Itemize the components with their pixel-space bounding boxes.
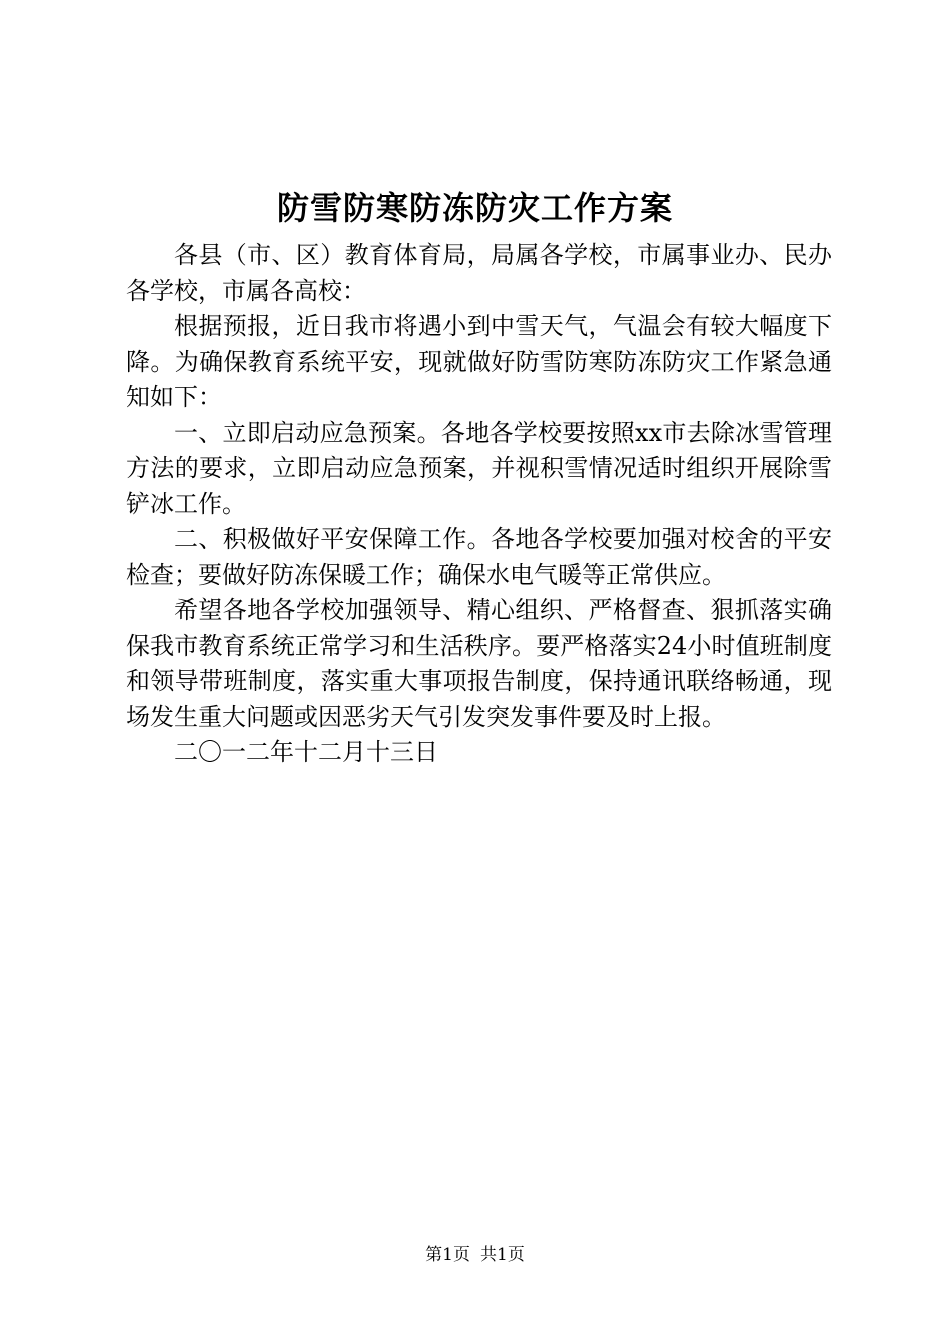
paragraph-salutation: 各县（市、区）教育体育局，局属各学校，市属事业办、民办各学校，市属各高校：: [126, 241, 832, 305]
page-number: 第1页: [425, 1245, 470, 1265]
page-total: 共1页: [480, 1245, 525, 1265]
paragraph-closing: 希望各地各学校加强领导、精心组织、严格督查、狠抓落实确保我市教育系统正常学习和生活秩序。要严格落实24小时值班制度和领导带班制度，落实重大事项报告制度，保持通讯联络畅通，现场发生重大问题或因恶劣天气引发突发事件要及时上报。: [126, 596, 832, 731]
document-body: [126, 238, 832, 771]
paragraph-item-two: 二、积极做好平安保障工作。各地各学校要加强对校舍的平安检查；要做好防冻保暖工作；确保水电气暖等正常供应。: [126, 525, 832, 589]
document-date: 二〇一二年十二月十三日: [174, 738, 438, 766]
paragraph-intro: 根据预报，近日我市将遇小到中雪天气，气温会有较大幅度下降。为确保教育系统平安，现就做好防雪防寒防冻防灾工作紧急通知如下：: [126, 312, 832, 411]
paragraph-item-one: 一、立即启动应急预案。各地各学校要按照xx市去除冰雪管理方法的要求，立即启动应急预案，并视积雪情况适时组织开展除雪铲冰工作。: [126, 418, 832, 518]
document-title: 防雪防寒防冻防灾工作方案: [276, 189, 673, 227]
page-footer: [0, 1244, 950, 1266]
